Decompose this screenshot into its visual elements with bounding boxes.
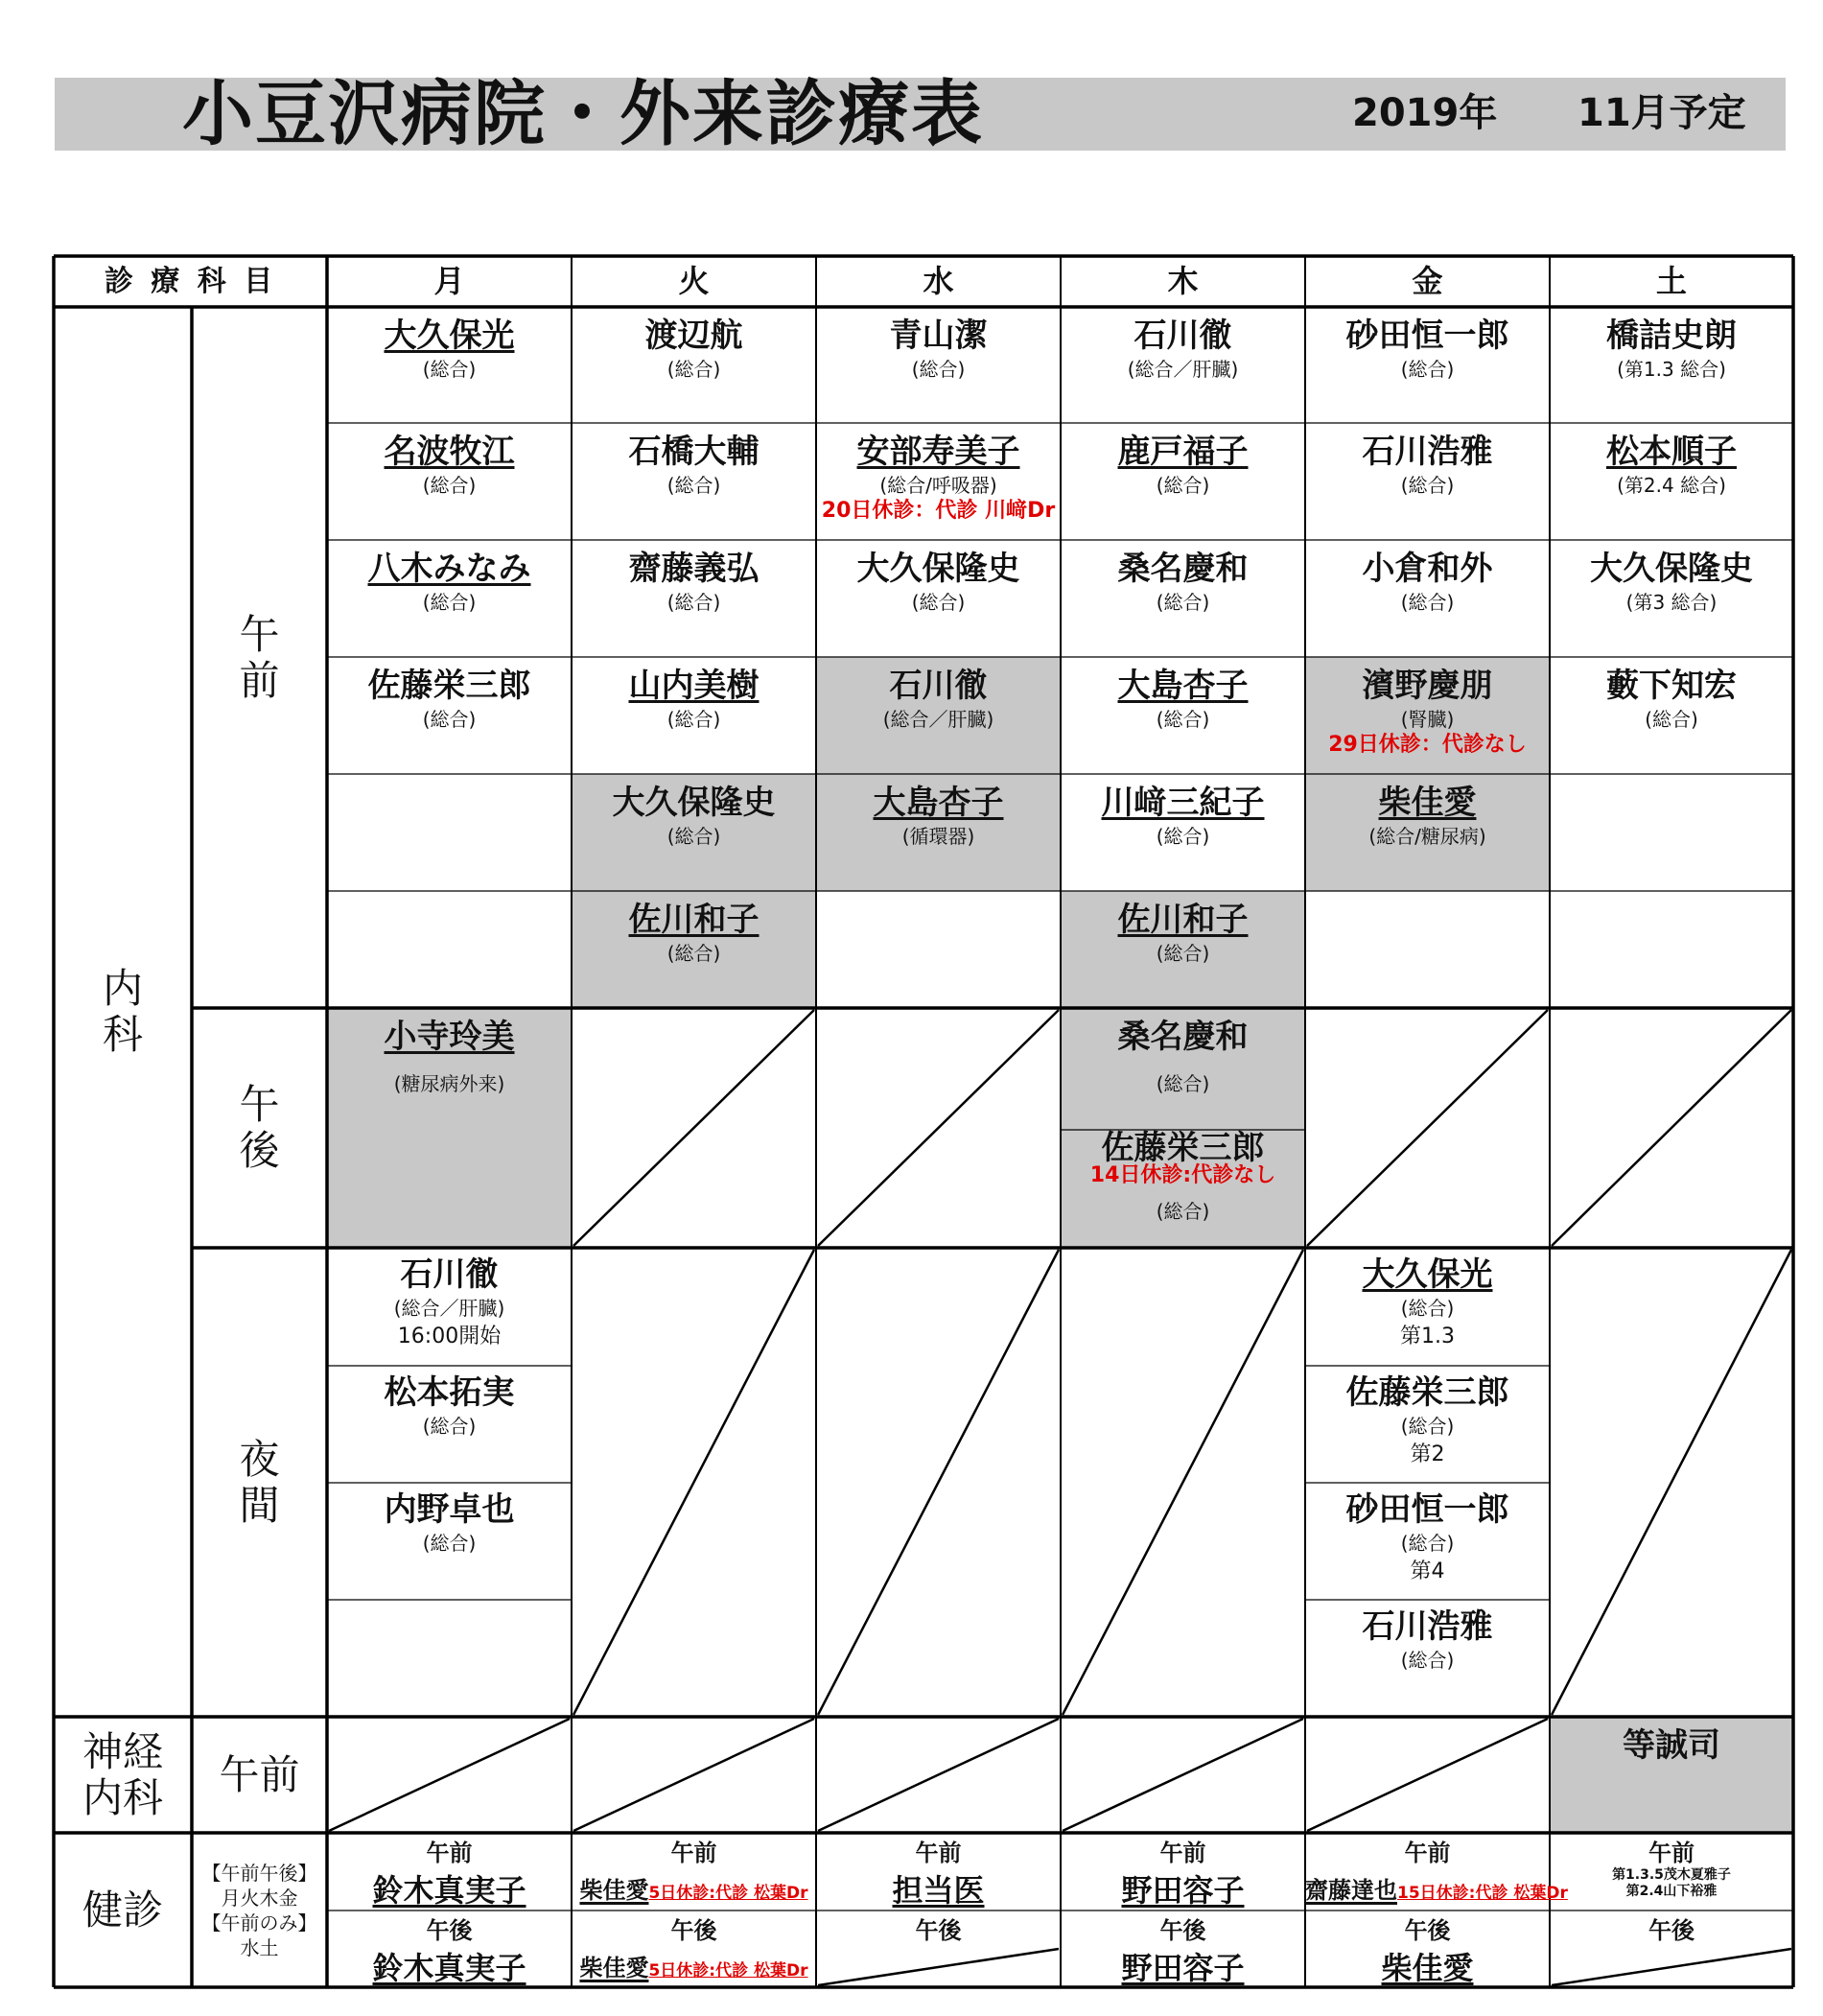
session-label: 午後 bbox=[426, 1917, 473, 1944]
kenshin-pm-slot bbox=[1305, 1911, 1550, 1987]
empty-slot-slash bbox=[573, 1010, 814, 1246]
am-slot bbox=[1061, 774, 1305, 891]
am-slot bbox=[1061, 657, 1305, 774]
year-label: 2019年 bbox=[1352, 91, 1498, 135]
specialty: (総合) bbox=[1156, 942, 1210, 965]
night-slot bbox=[327, 1366, 572, 1483]
specialty: (総合) bbox=[422, 1532, 477, 1555]
doctor-name: 渡辺航 bbox=[644, 316, 743, 355]
doctor-line bbox=[1305, 1949, 1550, 1987]
empty-slot-slash bbox=[818, 1250, 1059, 1715]
session-label: 午前 bbox=[1404, 1840, 1451, 1866]
day-header-5: 土 bbox=[1655, 263, 1687, 299]
shinkei-label: 神経 内科 bbox=[82, 1727, 163, 1821]
doctor-name: 川﨑三紀子 bbox=[1101, 784, 1265, 822]
doctor-name: 大久保隆史 bbox=[856, 550, 1020, 588]
kenshin-pm-slot bbox=[1061, 1911, 1305, 1987]
specialty: (総合) bbox=[666, 358, 721, 381]
night-slot bbox=[327, 1483, 572, 1600]
doctor-name: 野田容子 bbox=[1121, 1950, 1245, 1986]
doctor-name: 桑名慶和 bbox=[1117, 1018, 1249, 1056]
closure-notice: 5日休診:代診 松葉Dr bbox=[648, 1884, 808, 1903]
doctor-name: 松本順子 bbox=[1606, 433, 1737, 471]
specialty: (総合) bbox=[422, 358, 477, 381]
specialty: (総合) bbox=[1156, 825, 1210, 848]
am-slot bbox=[572, 307, 816, 423]
doctor-name: 橋詰史朗 bbox=[1606, 316, 1737, 355]
day-header-2: 水 bbox=[923, 263, 954, 299]
doctor-line bbox=[572, 1871, 816, 1910]
doctor-name: 砂田恒一郎 bbox=[1345, 316, 1509, 355]
am-slot bbox=[816, 423, 1061, 540]
pm-slot bbox=[327, 1008, 572, 1200]
session-label: 午後 bbox=[1648, 1917, 1694, 1944]
specialty: (第1.3 総合) bbox=[1617, 358, 1726, 381]
doctor-name: 齋藤達也 bbox=[1305, 1877, 1397, 1904]
schedule-note: 16:00開始 bbox=[397, 1324, 502, 1348]
specialty: (第2.4 総合) bbox=[1617, 474, 1726, 497]
doctor-line bbox=[572, 1949, 816, 1987]
empty-slot-slash bbox=[1307, 1719, 1548, 1831]
page-title: 小豆沢病院・外来診療表 bbox=[182, 73, 984, 155]
kenshin-am-slot bbox=[816, 1833, 1061, 1911]
day-header-3: 木 bbox=[1167, 263, 1199, 299]
am-label: 午 前 bbox=[239, 610, 280, 704]
session-label: 午前 bbox=[1159, 1840, 1206, 1866]
doctor-name: 担当医 bbox=[892, 1872, 985, 1909]
doctor-line bbox=[1061, 1949, 1305, 1987]
doctor-name: 大久保隆史 bbox=[612, 784, 776, 822]
closure-notice: 5日休診:代診 松葉Dr bbox=[648, 1961, 808, 1981]
pm-label: 午 後 bbox=[239, 1081, 280, 1174]
doctor-name: 石川徹 bbox=[889, 667, 988, 705]
night-slot bbox=[1305, 1248, 1550, 1366]
doctor-name: 濱野慶朋 bbox=[1362, 667, 1493, 705]
am-slot bbox=[1305, 774, 1550, 891]
kenshin-label: 健診 bbox=[82, 1886, 163, 1934]
specialty: (総合) bbox=[1156, 1200, 1210, 1223]
am-slot bbox=[1305, 423, 1550, 540]
doctor-name: 名波牧江 bbox=[384, 433, 515, 471]
night-slot bbox=[1305, 1366, 1550, 1483]
doctor-name: 大久保光 bbox=[1362, 1255, 1493, 1294]
am-slot bbox=[327, 307, 572, 423]
doctor-name: 鈴木真実子 bbox=[372, 1950, 526, 1986]
kenshin-pm-slot bbox=[816, 1911, 1061, 1987]
kenshin-pm-slot bbox=[572, 1911, 816, 1987]
schedule-note: 第1.3 bbox=[1400, 1324, 1455, 1348]
empty-slot-slash bbox=[1063, 1719, 1303, 1831]
naika-label: 内 科 bbox=[102, 965, 143, 1058]
doctor-name: 等誠司 bbox=[1623, 1726, 1720, 1765]
am-slot bbox=[816, 774, 1061, 891]
doctor-name: 佐川和子 bbox=[1117, 901, 1249, 939]
kenshin-note: 【午前午後】 月火木金 【午前のみ】 水土 bbox=[201, 1861, 317, 1959]
am-slot bbox=[572, 540, 816, 657]
closure-notice: 20日休診：代診 川﨑Dr bbox=[821, 499, 1056, 523]
day-header-0: 月 bbox=[433, 263, 465, 299]
specialty: (総合) bbox=[1156, 708, 1210, 731]
doctor-line bbox=[816, 1871, 1061, 1910]
specialty: (総合) bbox=[422, 474, 477, 497]
specialty: (総合) bbox=[666, 474, 721, 497]
empty-slot-slash bbox=[1063, 1250, 1303, 1715]
am-slot bbox=[1305, 657, 1550, 774]
specialty: (総合) bbox=[1645, 708, 1698, 731]
doctor-name: 石橋大輔 bbox=[628, 433, 760, 471]
kenshin-am-slot bbox=[1061, 1833, 1305, 1911]
doctor-line bbox=[1305, 1871, 1568, 1910]
session-label: 午後 bbox=[670, 1917, 717, 1944]
empty-slot-slash bbox=[1552, 1010, 1791, 1246]
am-slot bbox=[327, 423, 572, 540]
doctor-name: 安部寿美子 bbox=[856, 433, 1020, 471]
specialty: (総合) bbox=[422, 591, 477, 614]
am-slot bbox=[572, 774, 816, 891]
am-slot bbox=[816, 657, 1061, 774]
doctor-name: 佐藤栄三郎 bbox=[1345, 1373, 1509, 1412]
month-label: 11月予定 bbox=[1578, 91, 1746, 135]
doctor-name: 青山潔 bbox=[889, 316, 988, 355]
specialty: (総合) bbox=[422, 1415, 477, 1438]
dept-header: 診 療 科 目 bbox=[104, 265, 277, 298]
kenshin-pm-slot bbox=[1550, 1911, 1793, 1987]
doctor-line bbox=[327, 1871, 572, 1910]
am-slot bbox=[1550, 657, 1793, 774]
am-slot bbox=[1550, 423, 1793, 540]
specialty: (総合) bbox=[911, 358, 966, 381]
doctor-name: 石川徹 bbox=[1134, 316, 1232, 355]
specialty: (総合) bbox=[1400, 1532, 1455, 1555]
am-slot bbox=[572, 423, 816, 540]
doctor-note: 第1.3.5茂木夏雅子 bbox=[1612, 1867, 1731, 1883]
specialty: (総合) bbox=[666, 942, 721, 965]
session-label: 午後 bbox=[915, 1917, 962, 1944]
doctor-name: 石川浩雅 bbox=[1362, 1607, 1493, 1646]
am-slot bbox=[572, 891, 816, 1008]
specialty: (総合) bbox=[1156, 474, 1210, 497]
kenshin-am-slot bbox=[1550, 1833, 1793, 1911]
doctor-name: 藪下知宏 bbox=[1606, 667, 1737, 705]
night-label: 夜 間 bbox=[239, 1435, 280, 1529]
specialty: (第3 総合) bbox=[1625, 591, 1718, 614]
kenshin-am-slot bbox=[572, 1833, 816, 1911]
night-slot bbox=[1305, 1600, 1550, 1717]
specialty: (総合/糖尿病) bbox=[1368, 825, 1486, 848]
doctor-line bbox=[1061, 1871, 1305, 1910]
am-slot bbox=[1061, 540, 1305, 657]
kenshin-pm-slot bbox=[327, 1911, 572, 1987]
doctor-name: 鹿戸福子 bbox=[1117, 433, 1249, 471]
doctor-name: 大島杏子 bbox=[873, 784, 1004, 822]
session-label: 午前 bbox=[670, 1840, 717, 1866]
specialty: (総合／肝臓) bbox=[1127, 358, 1239, 381]
closure-notice: 15日休診:代診 松葉Dr bbox=[1397, 1884, 1568, 1903]
doctor-name: 大久保隆史 bbox=[1590, 550, 1753, 588]
am-slot bbox=[1305, 307, 1550, 423]
specialty: (総合) bbox=[1400, 591, 1455, 614]
doctor-name: 齋藤義弘 bbox=[628, 550, 760, 588]
specialty: (循環器) bbox=[901, 825, 975, 848]
empty-slot-slash bbox=[818, 1719, 1059, 1831]
kenshin-am-slot bbox=[1305, 1833, 1568, 1911]
specialty: (腎臓) bbox=[1400, 708, 1455, 731]
specialty: (総合／肝臓) bbox=[882, 708, 994, 731]
empty-slot-slash bbox=[818, 1010, 1059, 1246]
doctor-name: 内野卓也 bbox=[384, 1490, 515, 1529]
specialty: (総合) bbox=[1156, 1072, 1210, 1095]
am-slot bbox=[816, 307, 1061, 423]
night-slot bbox=[327, 1248, 572, 1366]
doctor-name: 石川浩雅 bbox=[1362, 433, 1493, 471]
session-label: 午後 bbox=[1404, 1917, 1451, 1944]
specialty: (総合) bbox=[666, 708, 721, 731]
session-label: 午前 bbox=[915, 1840, 962, 1866]
doctor-name: 石川徹 bbox=[400, 1255, 499, 1294]
day-header-1: 火 bbox=[678, 263, 710, 299]
night-slot bbox=[1305, 1483, 1550, 1600]
am-slot bbox=[1061, 307, 1305, 423]
doctor-name: 鈴木真実子 bbox=[372, 1872, 526, 1909]
specialty: (総合) bbox=[1156, 591, 1210, 614]
am-slot bbox=[1061, 423, 1305, 540]
empty-slot-slash bbox=[573, 1250, 814, 1715]
session-label: 午前 bbox=[1648, 1840, 1694, 1866]
closure-notice: 14日休診:代診なし bbox=[1089, 1163, 1276, 1187]
doctor-name: 砂田恒一郎 bbox=[1345, 1490, 1509, 1529]
specialty: (総合) bbox=[1400, 1649, 1455, 1672]
specialty: (総合) bbox=[422, 708, 477, 731]
specialty: (総合) bbox=[911, 591, 966, 614]
doctor-name: 松本拓実 bbox=[384, 1373, 515, 1412]
schedule-note: 第4 bbox=[1410, 1559, 1445, 1583]
session-label: 午前 bbox=[426, 1840, 473, 1866]
doctor-name: 大久保光 bbox=[384, 316, 515, 355]
specialty: (総合) bbox=[1400, 1415, 1455, 1438]
am-slot bbox=[1061, 891, 1305, 1008]
empty-slot-slash bbox=[1307, 1010, 1548, 1246]
pm-slot bbox=[1061, 1130, 1305, 1248]
empty-slot-slash bbox=[1552, 1250, 1791, 1715]
session-label: 午後 bbox=[1159, 1917, 1206, 1944]
kenshin-am-slot bbox=[327, 1833, 572, 1911]
doctor-name: 小倉和外 bbox=[1362, 550, 1493, 588]
doctor-note: 第2.4山下裕雅 bbox=[1625, 1884, 1718, 1899]
pm-slot bbox=[1061, 1008, 1305, 1130]
closure-notice: 29日休診：代診なし bbox=[1328, 733, 1527, 757]
doctor-line bbox=[327, 1949, 572, 1987]
day-header-4: 金 bbox=[1412, 263, 1443, 299]
doctor-name: 柴佳愛 bbox=[579, 1955, 649, 1981]
specialty: (総合) bbox=[1400, 358, 1455, 381]
doctor-name: 柴佳愛 bbox=[579, 1877, 649, 1904]
empty-slot-slash bbox=[329, 1719, 570, 1831]
empty-slot-slash bbox=[573, 1719, 814, 1831]
am-slot bbox=[327, 540, 572, 657]
doctor-name: 桑名慶和 bbox=[1117, 550, 1249, 588]
am-slot bbox=[816, 540, 1061, 657]
am-slot bbox=[1550, 540, 1793, 657]
specialty: (総合/呼吸器) bbox=[879, 474, 997, 497]
specialty: (総合) bbox=[666, 591, 721, 614]
doctor-name: 佐川和子 bbox=[628, 901, 760, 939]
doctor-name: 佐藤栄三郎 bbox=[1101, 1129, 1265, 1167]
specialty: (総合) bbox=[1400, 1297, 1455, 1320]
am-slot bbox=[572, 657, 816, 774]
doctor-name: 柴佳愛 bbox=[1381, 1950, 1474, 1986]
doctor-name: 柴佳愛 bbox=[1378, 784, 1477, 822]
specialty: (総合) bbox=[1400, 474, 1455, 497]
doctor-name: 佐藤栄三郎 bbox=[367, 667, 531, 705]
am-slot bbox=[327, 657, 572, 774]
doctor-name: 八木みなみ bbox=[367, 550, 531, 588]
specialty: (総合／肝臓) bbox=[393, 1297, 505, 1320]
shinkei-slot bbox=[1550, 1717, 1793, 1833]
schedule-note: 第2 bbox=[1410, 1442, 1445, 1466]
doctor-name: 大島杏子 bbox=[1117, 667, 1249, 705]
specialty: (総合) bbox=[666, 825, 721, 848]
doctor-name: 小寺玲美 bbox=[384, 1018, 515, 1056]
shinkei-am-label: 午前 bbox=[219, 1750, 300, 1798]
specialty: (糖尿病外来) bbox=[393, 1072, 505, 1095]
am-slot bbox=[1550, 307, 1793, 423]
am-slot bbox=[1305, 540, 1550, 657]
doctor-name: 山内美樹 bbox=[628, 667, 760, 705]
doctor-name: 野田容子 bbox=[1121, 1872, 1245, 1909]
